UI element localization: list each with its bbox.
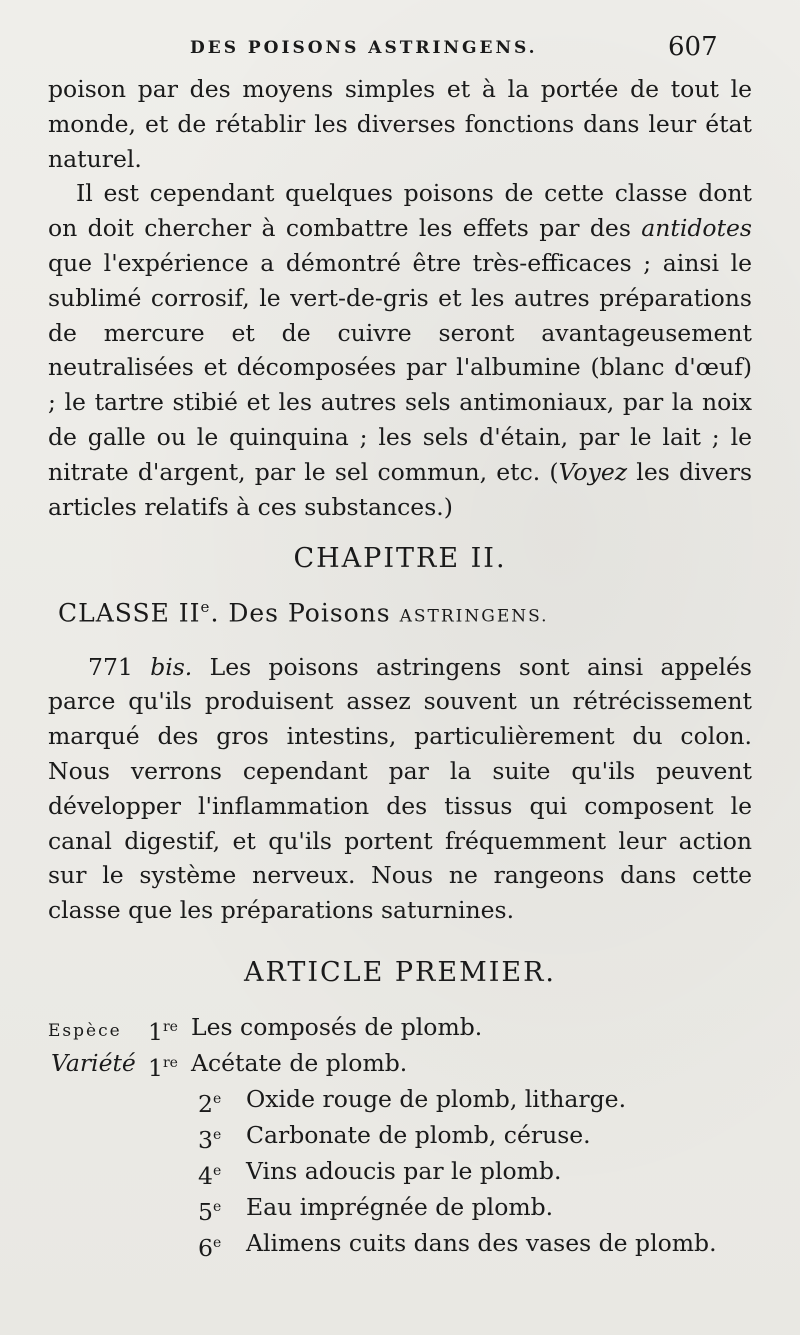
item-6-text: Alimens cuits dans des vases de plomb. (246, 1229, 717, 1258)
item-num: 3 (198, 1125, 213, 1154)
paragraph-continuation (48, 72, 752, 176)
item-sup: e (212, 1235, 222, 1252)
paragraph-antidotes (48, 176, 752, 524)
variete-row-2 (48, 1082, 752, 1118)
espece-row (48, 1010, 752, 1046)
espece-text: Les composés de plomb. (191, 1013, 483, 1042)
paragraph-771-bis (48, 650, 752, 928)
item-4-text: Vins adoucis par le plomb. (246, 1157, 562, 1186)
item-num: 1 (148, 1053, 163, 1082)
item-sup: e (212, 1127, 222, 1144)
classe-sup: e (200, 598, 211, 617)
item-4-number (198, 1154, 221, 1194)
classe-poisons: Poisons (287, 598, 391, 628)
page-header (0, 30, 800, 70)
item-5-text: Eau imprégnée de plomb. (246, 1193, 554, 1222)
paragraph-bis: bis. (150, 652, 193, 681)
classe-dot: . (210, 598, 229, 628)
running-title: DES POISONS ASTRINGENS. (190, 38, 538, 58)
classe-astringens: ASTRINGENS. (399, 606, 549, 627)
paragraph-3-text: Les poisons astringens sont ainsi appelés parce qu'ils produisent assez souvent un rétrécissement marqué des gros intestins, particulièrement du colon. Nous verrons cependant par la suite qu'ils peuvent développer l'inflammation des tissus qui composent le canal digestif, et qu'ils portent fréquemment leur action sur le système nerveux. Nous ne rangeons dans cette classe que les préparations saturnines. (48, 652, 752, 925)
variete-row-3 (48, 1118, 752, 1154)
espece-sup: re (162, 1019, 178, 1036)
espece-number (148, 1010, 178, 1050)
item-1-text: Acétate de plomb. (191, 1049, 408, 1078)
p2-italic-antidotes: antidotes (641, 214, 752, 243)
variete-row-1 (48, 1046, 752, 1082)
item-sup: e (212, 1163, 222, 1180)
item-num: 4 (198, 1161, 213, 1190)
chapter-heading: CHAPITRE II. (293, 543, 507, 575)
body-text (48, 72, 752, 1262)
p2-part-c: les divers articles relatifs à ces substances.) (48, 457, 753, 521)
article-heading: ARTICLE PREMIER. (243, 957, 557, 989)
item-3-text: Carbonate de plomb, céruse. (246, 1121, 591, 1150)
p2-italic-voyez: Voyez (558, 457, 628, 486)
item-sup: e (212, 1091, 222, 1108)
p2-part-a: Il est cependant quelques poisons de cette classe dont on doit chercher à combattre les effets par des (48, 179, 752, 243)
espece-label: Espèce (48, 1021, 122, 1042)
variete-label: Variété (51, 1049, 136, 1078)
variete-row-4 (48, 1154, 752, 1190)
paragraph-number: 771 (88, 652, 151, 681)
item-2-text: Oxide rouge de plomb, litharge. (246, 1085, 627, 1114)
p2-part-b: que l'expérience a démontré être très-efficaces ; ainsi le sublimé corrosif, le vert-de-gris et les autres préparations de mercure et de cuivre seront avantageusement neutralisées et décomposées par l'albumine (blanc d'œuf) ; le tartre stibié et les autres sels antimoniaux, par la noix de galle ou le quinquina ; les sels d'étain, par le lait ; le nitrate d'argent, par le sel commun, etc. ( (48, 248, 752, 486)
item-num: 6 (198, 1233, 213, 1262)
item-1-number (148, 1046, 178, 1086)
paragraph-1-text: poison par des moyens simples et à la portée de tout le monde, et de rétablir les diverses fonctions dans leur état naturel. (48, 75, 752, 173)
page-number: 607 (668, 32, 718, 62)
item-5-number (198, 1190, 221, 1230)
variete-row-6 (48, 1226, 752, 1262)
classe-des: Des (228, 598, 280, 628)
variete-row-5 (48, 1190, 752, 1226)
item-3-number (198, 1118, 221, 1158)
item-2-number (198, 1082, 221, 1122)
item-sup: re (162, 1055, 178, 1072)
item-num: 2 (198, 1089, 213, 1118)
classe-label: CLASSE II (58, 598, 201, 628)
classe-heading (58, 590, 752, 633)
item-6-number (198, 1226, 221, 1266)
item-num: 5 (198, 1197, 213, 1226)
espece-num: 1 (148, 1017, 163, 1046)
item-sup: e (212, 1199, 222, 1216)
